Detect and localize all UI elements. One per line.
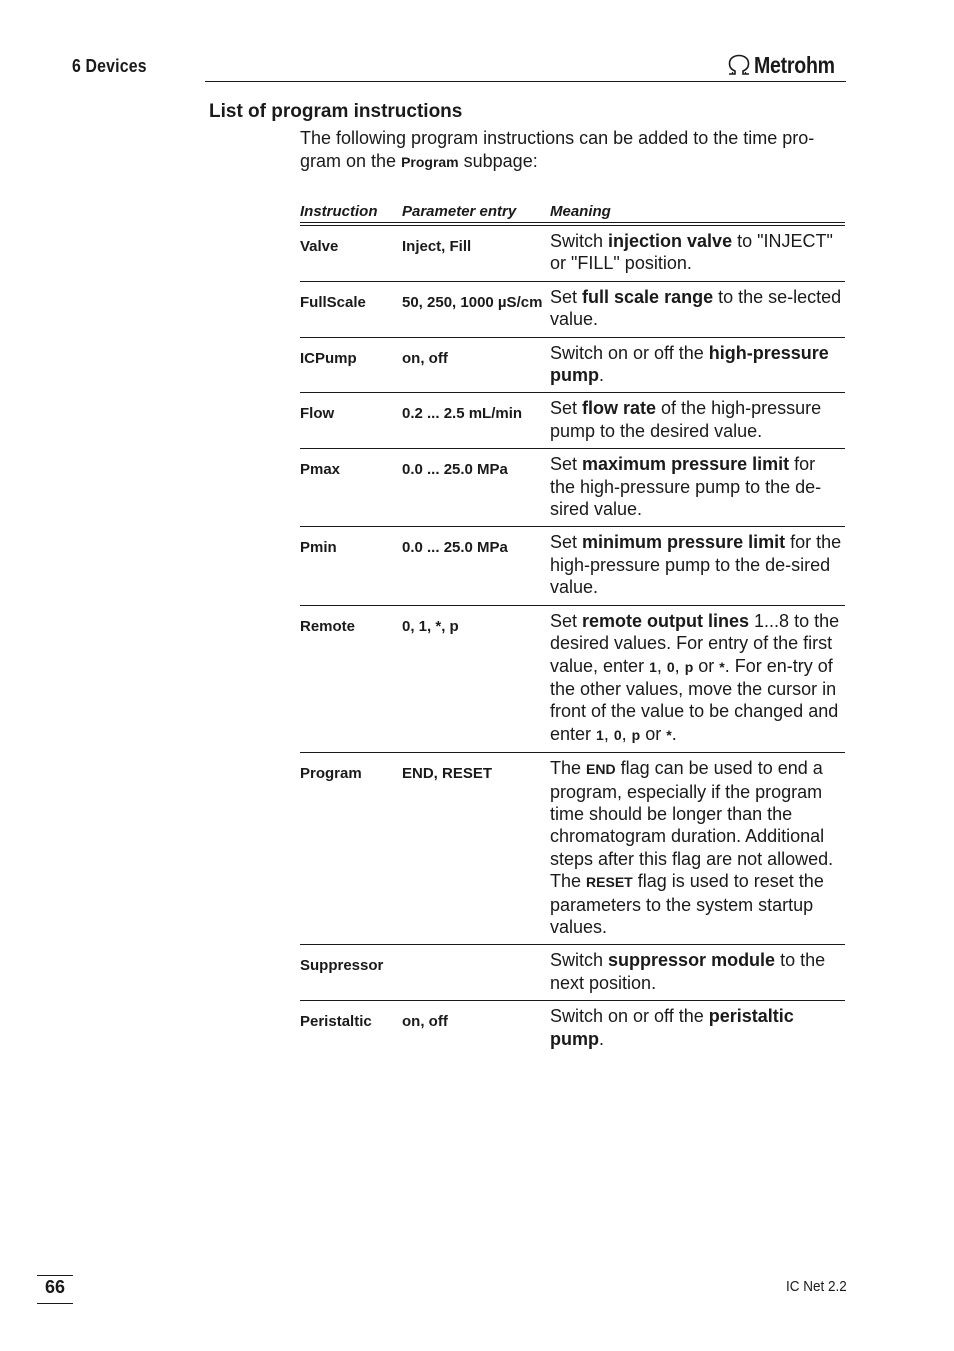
meaning-text: for the high-pressure pump to the de-sired value. — [550, 532, 842, 598]
parameter-cell: END, RESET — [402, 765, 493, 783]
meaning-emphasis: flow rate — [582, 398, 657, 419]
table-row — [300, 527, 845, 605]
instruction-cell: Pmax — [300, 461, 341, 479]
header-instruction: Instruction — [300, 203, 378, 220]
parameter-cell: 0.0 ... 25.0 MPa — [402, 461, 508, 479]
meaning-text: to the next position. — [550, 950, 826, 993]
parameter-cell: 0, 1, *, p — [402, 617, 459, 635]
meaning-text: , — [656, 655, 667, 676]
parameter-cell: 0.0 ... 25.0 MPa — [402, 539, 508, 557]
instruction-cell: ICPump — [300, 349, 357, 367]
header-rule — [205, 81, 846, 82]
meaning-emphasis: remote output lines — [582, 610, 750, 631]
meaning-text: Set — [550, 398, 583, 419]
meaning-text: , — [621, 723, 632, 744]
instructions-table — [300, 195, 845, 1056]
meaning-cell — [550, 286, 845, 331]
meaning-text: of the high-pressure pump to the desired value. — [550, 398, 822, 441]
meaning-emphasis: maximum pressure limit — [582, 454, 790, 475]
meaning-text: . — [599, 365, 605, 386]
meaning-text: . — [599, 1028, 605, 1049]
meaning-cell — [550, 230, 845, 275]
omega-logo-icon — [726, 53, 752, 77]
product-name: IC Net 2.2 — [786, 1278, 847, 1295]
page-number-rule-top — [37, 1275, 73, 1276]
meaning-text: to "INJECT" or "FILL" position. — [550, 231, 833, 274]
table-row — [300, 282, 845, 338]
meaning-text: Set — [550, 454, 583, 475]
page-number-rule-bottom — [37, 1303, 73, 1304]
meaning-cell — [550, 342, 845, 387]
meaning-text: Switch — [550, 231, 609, 251]
table-row — [300, 753, 845, 945]
meaning-keyword: 0 — [613, 726, 622, 743]
meaning-text: to the se-lected value. — [550, 286, 842, 330]
parameter-cell: on, off — [402, 1013, 448, 1031]
intro-paragraph — [300, 127, 845, 174]
instruction-cell: Flow — [300, 405, 335, 423]
meaning-cell — [550, 1005, 845, 1050]
meaning-text: Switch on or off the — [550, 342, 709, 363]
meaning-text: Set — [550, 532, 583, 553]
table-row — [300, 945, 845, 1001]
intro-text-end: subpage: — [458, 151, 538, 171]
meaning-keyword: * — [719, 658, 725, 675]
table-row — [300, 338, 845, 394]
meaning-text: . — [671, 723, 677, 744]
table-row — [300, 1001, 845, 1056]
meaning-text: or — [693, 655, 720, 676]
table-row — [300, 449, 845, 527]
intro-keyword: Program — [401, 154, 459, 170]
meaning-cell — [550, 531, 845, 598]
meaning-keyword: p — [684, 658, 694, 675]
meaning-emphasis: injection valve — [608, 231, 733, 251]
meaning-text: flag can be used to end a program, especially if the program time should be longer than the chromatogram duration. Additional steps after this flag are not allowed. The — [550, 758, 834, 892]
meaning-cell — [550, 453, 845, 520]
meaning-text: for the high-pressure pump to the de-sired value. — [550, 454, 822, 520]
instruction-cell: FullScale — [300, 293, 366, 311]
meaning-keyword: RESET — [586, 874, 633, 891]
meaning-emphasis: minimum pressure limit — [582, 532, 786, 553]
table-row — [300, 606, 845, 753]
meaning-text: Switch — [550, 950, 609, 971]
meaning-text: 1...8 to the desired values. For entry of the first value, enter — [550, 610, 840, 676]
instruction-cell: Valve — [300, 238, 339, 255]
brand-logo — [726, 50, 849, 80]
instruction-cell: Remote — [300, 617, 356, 635]
meaning-cell — [550, 757, 845, 938]
meaning-keyword: 1 — [596, 726, 604, 743]
instruction-cell: Program — [300, 765, 362, 783]
instruction-cell: Suppressor — [300, 957, 384, 975]
section-heading: List of program instructions — [209, 101, 463, 122]
chapter-title: 6 Devices — [72, 56, 147, 76]
meaning-keyword: END — [586, 761, 616, 778]
meaning-keyword: p — [631, 726, 641, 743]
header-parameter: Parameter entry — [402, 203, 517, 220]
meaning-cell — [550, 949, 845, 994]
table-row — [300, 226, 845, 282]
meaning-text: Set — [550, 610, 583, 631]
meaning-emphasis: peristaltic pump — [550, 1006, 794, 1049]
brand-name: Metrohm — [754, 51, 835, 78]
parameter-cell: 0.2 ... 2.5 mL/min — [402, 405, 523, 423]
meaning-cell — [550, 397, 845, 442]
meaning-emphasis: full scale range — [582, 286, 714, 307]
meaning-text: . For en-try of the other values, move the cursor in front of the value to be changed and enter — [550, 655, 839, 744]
instruction-cell: Peristaltic — [300, 1013, 372, 1031]
parameter-cell: 50, 250, 1000 µS/cm — [402, 293, 543, 311]
table-row — [300, 393, 845, 449]
meaning-text: , — [603, 723, 614, 744]
meaning-cell — [550, 610, 845, 746]
meaning-keyword: 0 — [666, 658, 675, 675]
instruction-cell: Pmin — [300, 539, 337, 557]
meaning-keyword: 1 — [649, 658, 657, 675]
meaning-text: or — [640, 723, 667, 744]
meaning-text: , — [674, 655, 685, 676]
meaning-emphasis: suppressor module — [608, 950, 776, 971]
table-body — [300, 226, 845, 1056]
parameter-cell: Inject, Fill — [402, 238, 472, 255]
parameter-cell — [402, 949, 550, 994]
table-header — [300, 195, 845, 220]
parameter-cell: on, off — [402, 349, 448, 367]
meaning-text: Set — [550, 286, 583, 307]
meaning-text: Switch on or off the — [550, 1006, 709, 1027]
intro-text: The following program instructions can be added to the time pro-gram on the — [300, 128, 815, 171]
page-number: 66 — [44, 1277, 66, 1297]
meaning-emphasis: high-pressure pump — [550, 342, 829, 386]
meaning-keyword: * — [666, 726, 672, 743]
meaning-text: The — [550, 758, 587, 779]
header-meaning: Meaning — [550, 203, 611, 220]
meaning-text: flag is used to reset the parameters to the system startup values. — [550, 871, 824, 937]
